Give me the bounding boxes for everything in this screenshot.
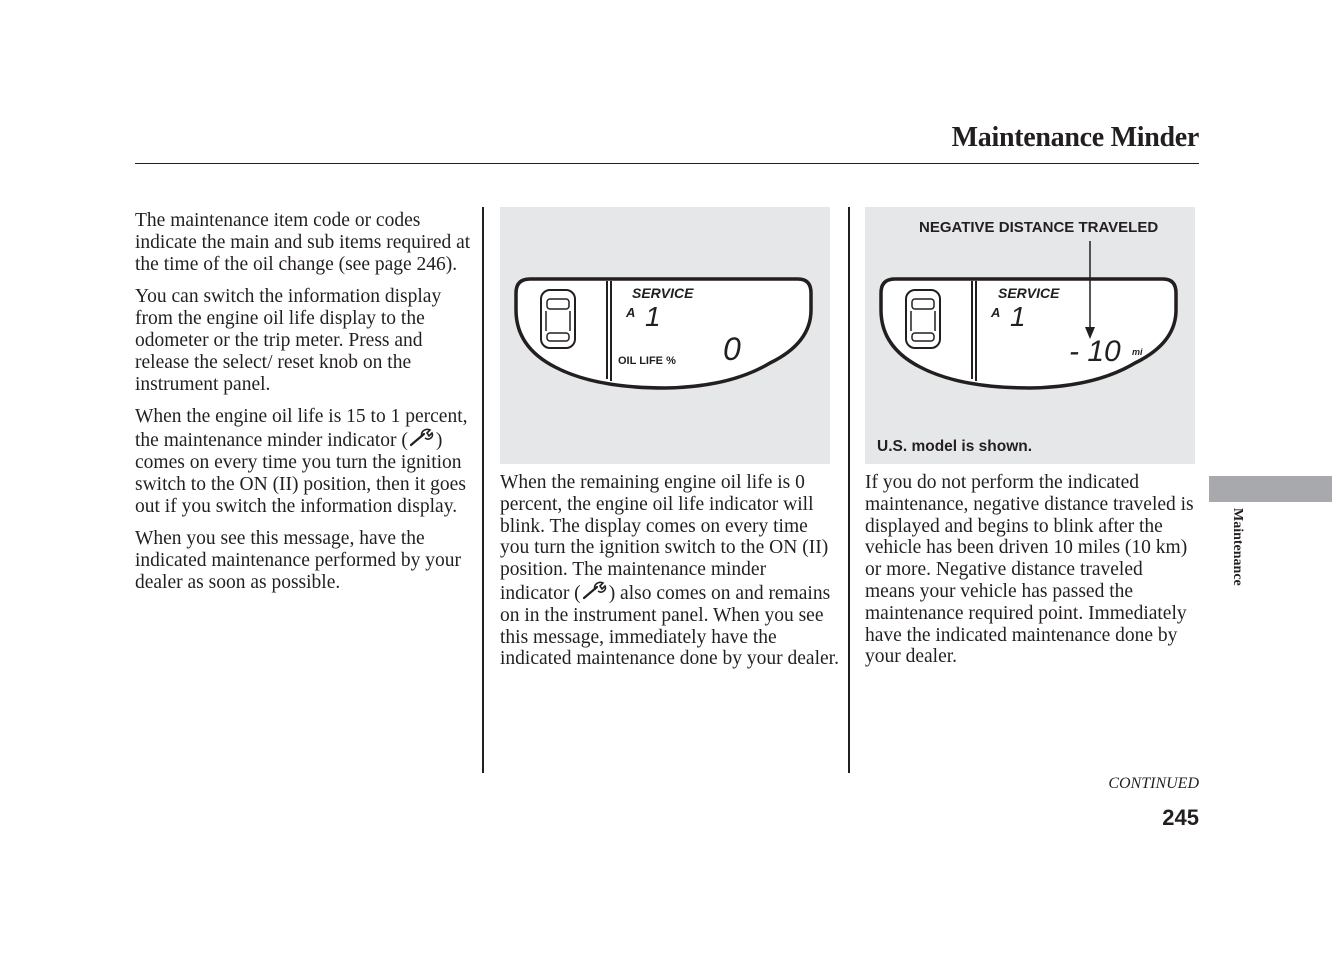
code-number: 1 (645, 301, 661, 332)
service-label: SERVICE (998, 285, 1060, 301)
paragraph: The maintenance item code or codes indicate the main and sub items required at the time of the oil change (see page 246). (135, 210, 471, 275)
continued-label: CONTINUED (1108, 775, 1199, 792)
figure-note: U.S. model is shown. (877, 438, 1033, 455)
oil-life-value: 0 (723, 331, 741, 367)
code-letter: A (626, 305, 636, 320)
section-label: Maintenance (1230, 508, 1245, 586)
wrench-icon (581, 581, 609, 601)
wrench-icon (408, 428, 436, 448)
paragraph-text: ) also comes on and remains on in the instrument panel. When you see this message, immediately have the indicated maintenance done by your dealer. (500, 582, 839, 670)
service-label: SERVICE (632, 285, 694, 301)
page-number: 245 (1162, 805, 1199, 830)
page-title: Maintenance Minder (951, 122, 1199, 153)
column-divider (482, 207, 484, 773)
code-letter: A (991, 305, 1001, 320)
paragraph-text: When the remaining engine oil life is 0 percent, the engine oil life indicator will blink. The display comes on every time you turn the ignition switch to the ON (II) position. The maintenance minder indicator ( (500, 472, 829, 604)
column-2-text (500, 472, 840, 681)
column-1 (135, 210, 475, 605)
oil-life-label: OIL LIFE % (618, 355, 676, 367)
paragraph: When you see this message, have the indicated maintenance performed by your dealer as soon as possible. (135, 528, 461, 593)
oil-life-display-figure (500, 207, 830, 464)
header-rule (135, 163, 1199, 164)
paragraph: If you do not perform the indicated maintenance, negative distance traveled is displayed and begins to blink after the vehicle has been driven 10 miles (10 km) or more. Negative distance traveled means your vehicle has passed the maintenance required point. Immediately have the indicated maintenance done by your dealer. (865, 472, 1194, 668)
column-divider (848, 207, 850, 773)
column-3-text (865, 472, 1195, 679)
paragraph: You can switch the information display from the engine oil life display to the odometer or the trip meter. Press and release the select/ reset knob on the instrument panel. (135, 286, 442, 395)
paragraph-text: When the engine oil life is 15 to 1 percent, the maintenance minder indicator ( (135, 406, 468, 452)
code-number: 1 (1010, 301, 1026, 332)
distance-value: - 10 (1069, 335, 1121, 368)
section-tab (1209, 476, 1332, 502)
paragraph (135, 406, 475, 517)
paragraph (500, 472, 840, 670)
distance-unit: mi (1132, 347, 1143, 357)
negative-distance-figure (865, 207, 1195, 464)
paragraph-text: ) comes on every time you turn the ignition switch to the ON (II) position, then it goes out if you switch the information display. (135, 430, 466, 517)
figure-callout: NEGATIVE DISTANCE TRAVELED (919, 219, 1159, 236)
